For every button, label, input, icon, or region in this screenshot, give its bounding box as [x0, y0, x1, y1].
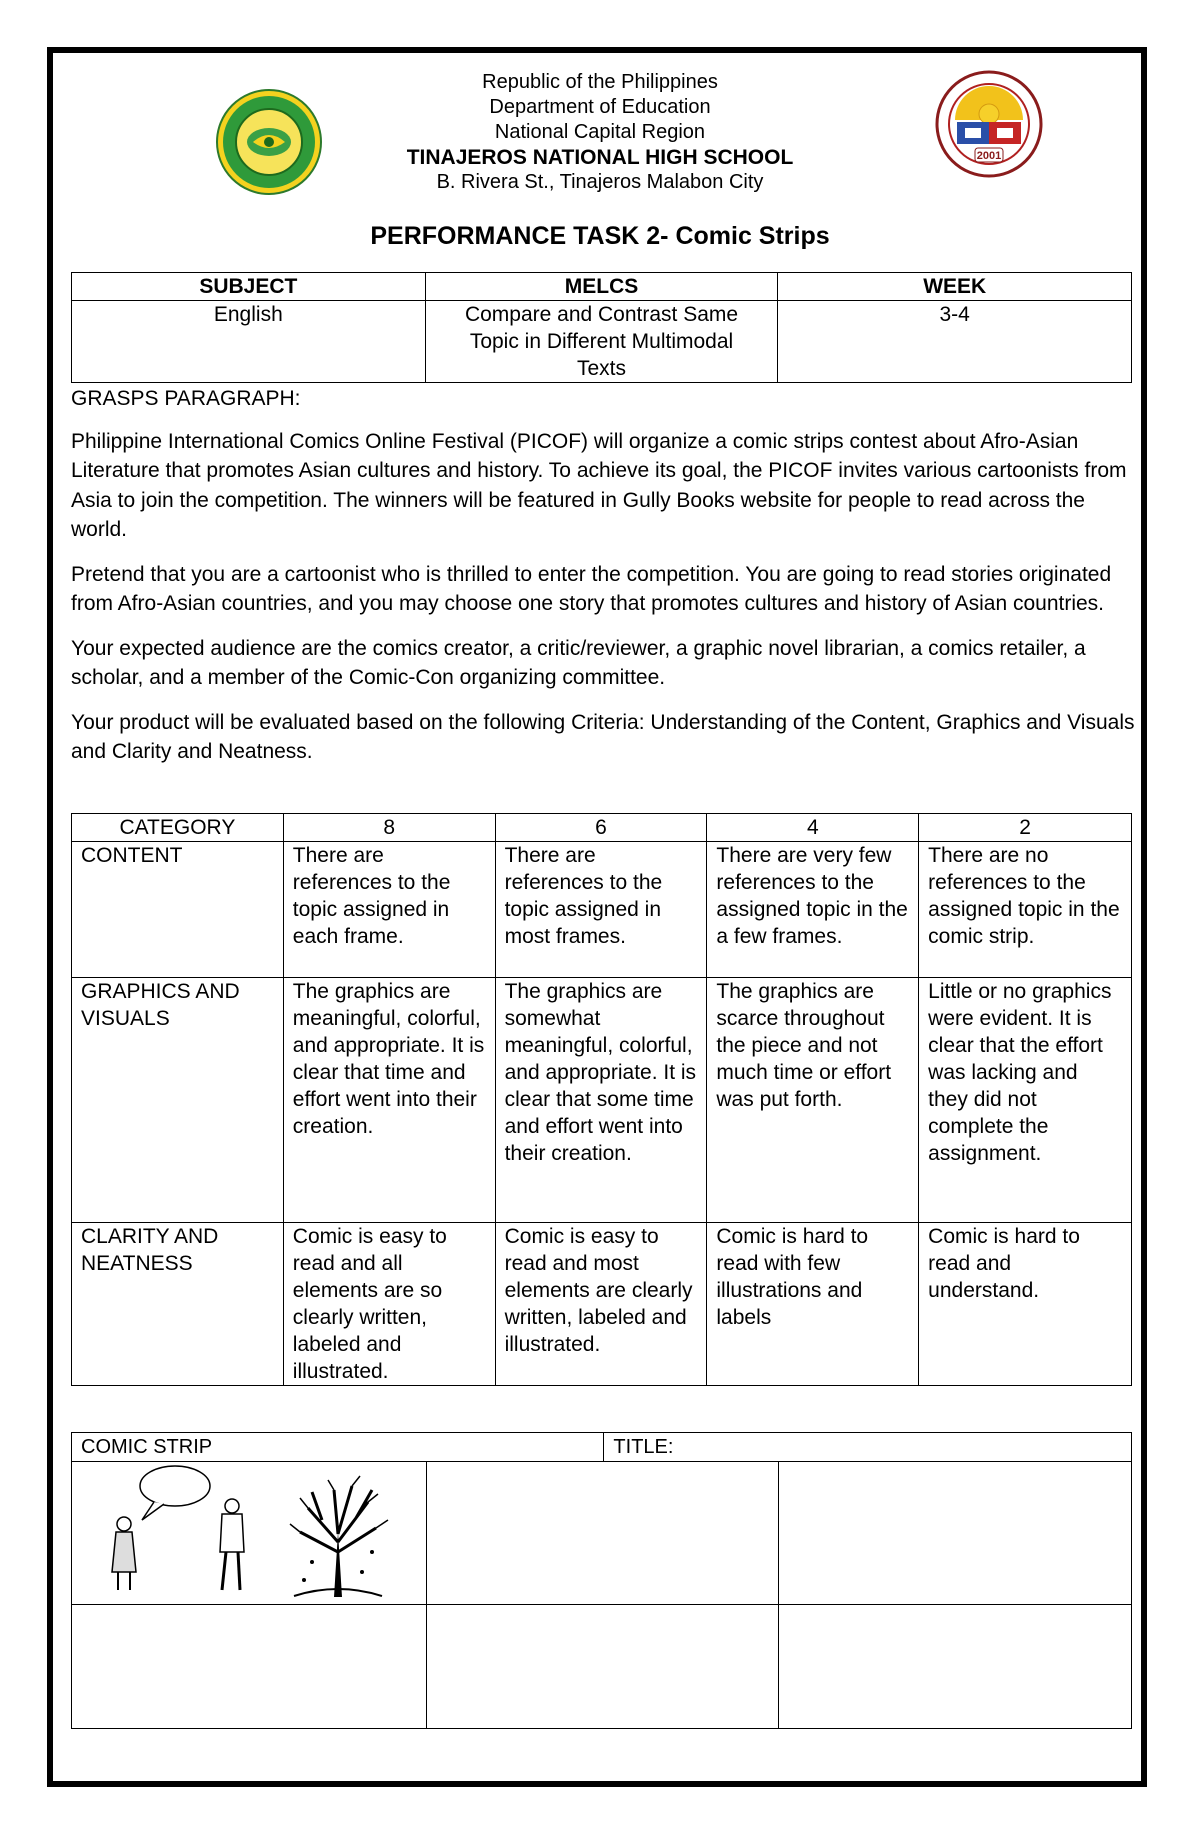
info-melcs: Compare and Contrast Same Topic in Different Multimodal Texts: [425, 301, 778, 383]
info-header-melcs: MELCS: [425, 273, 778, 301]
letterhead: [0, 70, 1200, 195]
header-line-3: National Capital Region: [494, 121, 706, 143]
rubric-header-2: 2: [919, 814, 1132, 842]
comic-strip-table: [71, 1432, 1132, 1729]
rubric-cell: Comic is hard to read with few illustrations and labels: [707, 1223, 919, 1386]
rubric-header-4: 4: [707, 814, 919, 842]
header-line-1: Republic of the Philippines: [482, 71, 718, 93]
rubric-cell: There are references to the topic assigned in each frame.: [283, 842, 495, 978]
info-subject: English: [72, 301, 426, 383]
seal-year: 2001: [976, 150, 1002, 162]
grasps-section: [71, 384, 1136, 782]
table-row: [72, 978, 1132, 1223]
rubric-cell: The graphics are meaningful, colorful, and appropriate. It is clear that time and effort went into their creation.: [283, 978, 495, 1223]
info-table: [71, 272, 1132, 383]
grasps-paragraph: Philippine International Comics Online Festival (PICOF) will organize a comic strips contest about Afro-Asian Literature that promotes Asian cultures and history. To achieve its goal, the PICOF invites various cartoonists from Asia to join the competition. The winners will be featured in Gully Books website for people to read across the world.: [71, 429, 1127, 541]
info-header-subject: SUBJECT: [72, 273, 426, 301]
comic-panel-6[interactable]: [778, 1605, 1131, 1729]
grasps-paragraph: Your expected audience are the comics creator, a critic/reviewer, a graphic novel librarian, a comics retailer, a scholar, and a member of the Comic-Con organizing committee.: [71, 636, 1086, 689]
rubric-cell: Comic is easy to read and all elements are so clearly written, labeled and illustrated.: [283, 1223, 495, 1386]
table-row: [72, 1223, 1132, 1386]
comic-panel-1[interactable]: [72, 1462, 427, 1605]
rubric-category: CLARITY AND NEATNESS: [72, 1223, 284, 1386]
rubric-header-category: CATEGORY: [72, 814, 284, 842]
info-week: 3-4: [778, 301, 1132, 383]
page-title: PERFORMANCE TASK 2- Comic Strips: [370, 222, 830, 250]
table-row: [72, 842, 1132, 978]
rubric-category: CONTENT: [72, 842, 284, 978]
rubric-header-8: 8: [283, 814, 495, 842]
rubric-cell: There are no references to the assigned topic in the comic strip.: [919, 842, 1132, 978]
rubric-table: [71, 813, 1132, 1386]
school-name: TINAJEROS NATIONAL HIGH SCHOOL: [406, 146, 794, 169]
rubric-cell: The graphics are somewhat meaningful, colorful, and appropriate. It is clear that some time and effort went into their creation.: [495, 978, 707, 1223]
comic-panel-4[interactable]: [72, 1605, 427, 1729]
comic-strip-label: COMIC STRIP: [72, 1433, 604, 1462]
header-line-2: Department of Education: [489, 96, 711, 118]
grasps-label: GRASPS PARAGRAPH:: [71, 387, 301, 410]
grasps-paragraph: Pretend that you are a cartoonist who is thrilled to enter the competition. You are going to read stories originated from Afro-Asian countries, and you may choose one story that promotes cultures and history of Asian countries.: [71, 562, 1112, 615]
comic-scene-illustration-icon: [72, 1462, 426, 1604]
rubric-cell: Little or no graphics were evident. It is clear that the effort was lacking and they did not complete the assignment.: [919, 978, 1132, 1223]
rubric-cell: There are very few references to the assigned topic in the a few frames.: [707, 842, 919, 978]
comic-title-label[interactable]: TITLE:: [604, 1433, 1132, 1462]
comic-panel-5[interactable]: [427, 1605, 779, 1729]
info-header-week: WEEK: [778, 273, 1132, 301]
rubric-category: GRAPHICS AND VISUALS: [72, 978, 284, 1223]
comic-panel-3[interactable]: [778, 1462, 1131, 1605]
grasps-paragraph: Your product will be evaluated based on the following Criteria: Understanding of the Content, Graphics and Visuals and Clarity and Neatness.: [71, 710, 1135, 763]
rubric-cell: The graphics are scarce throughout the piece and not much time or effort was put forth.: [707, 978, 919, 1223]
comic-panel-2[interactable]: [427, 1462, 779, 1605]
rubric-cell: Comic is easy to read and most elements are clearly written, labeled and illustrated.: [495, 1223, 707, 1386]
rubric-cell: Comic is hard to read and understand.: [919, 1223, 1132, 1386]
rubric-header-6: 6: [495, 814, 707, 842]
rubric-cell: There are references to the topic assigned in most frames.: [495, 842, 707, 978]
school-address: B. Rivera St., Tinajeros Malabon City: [436, 171, 764, 193]
